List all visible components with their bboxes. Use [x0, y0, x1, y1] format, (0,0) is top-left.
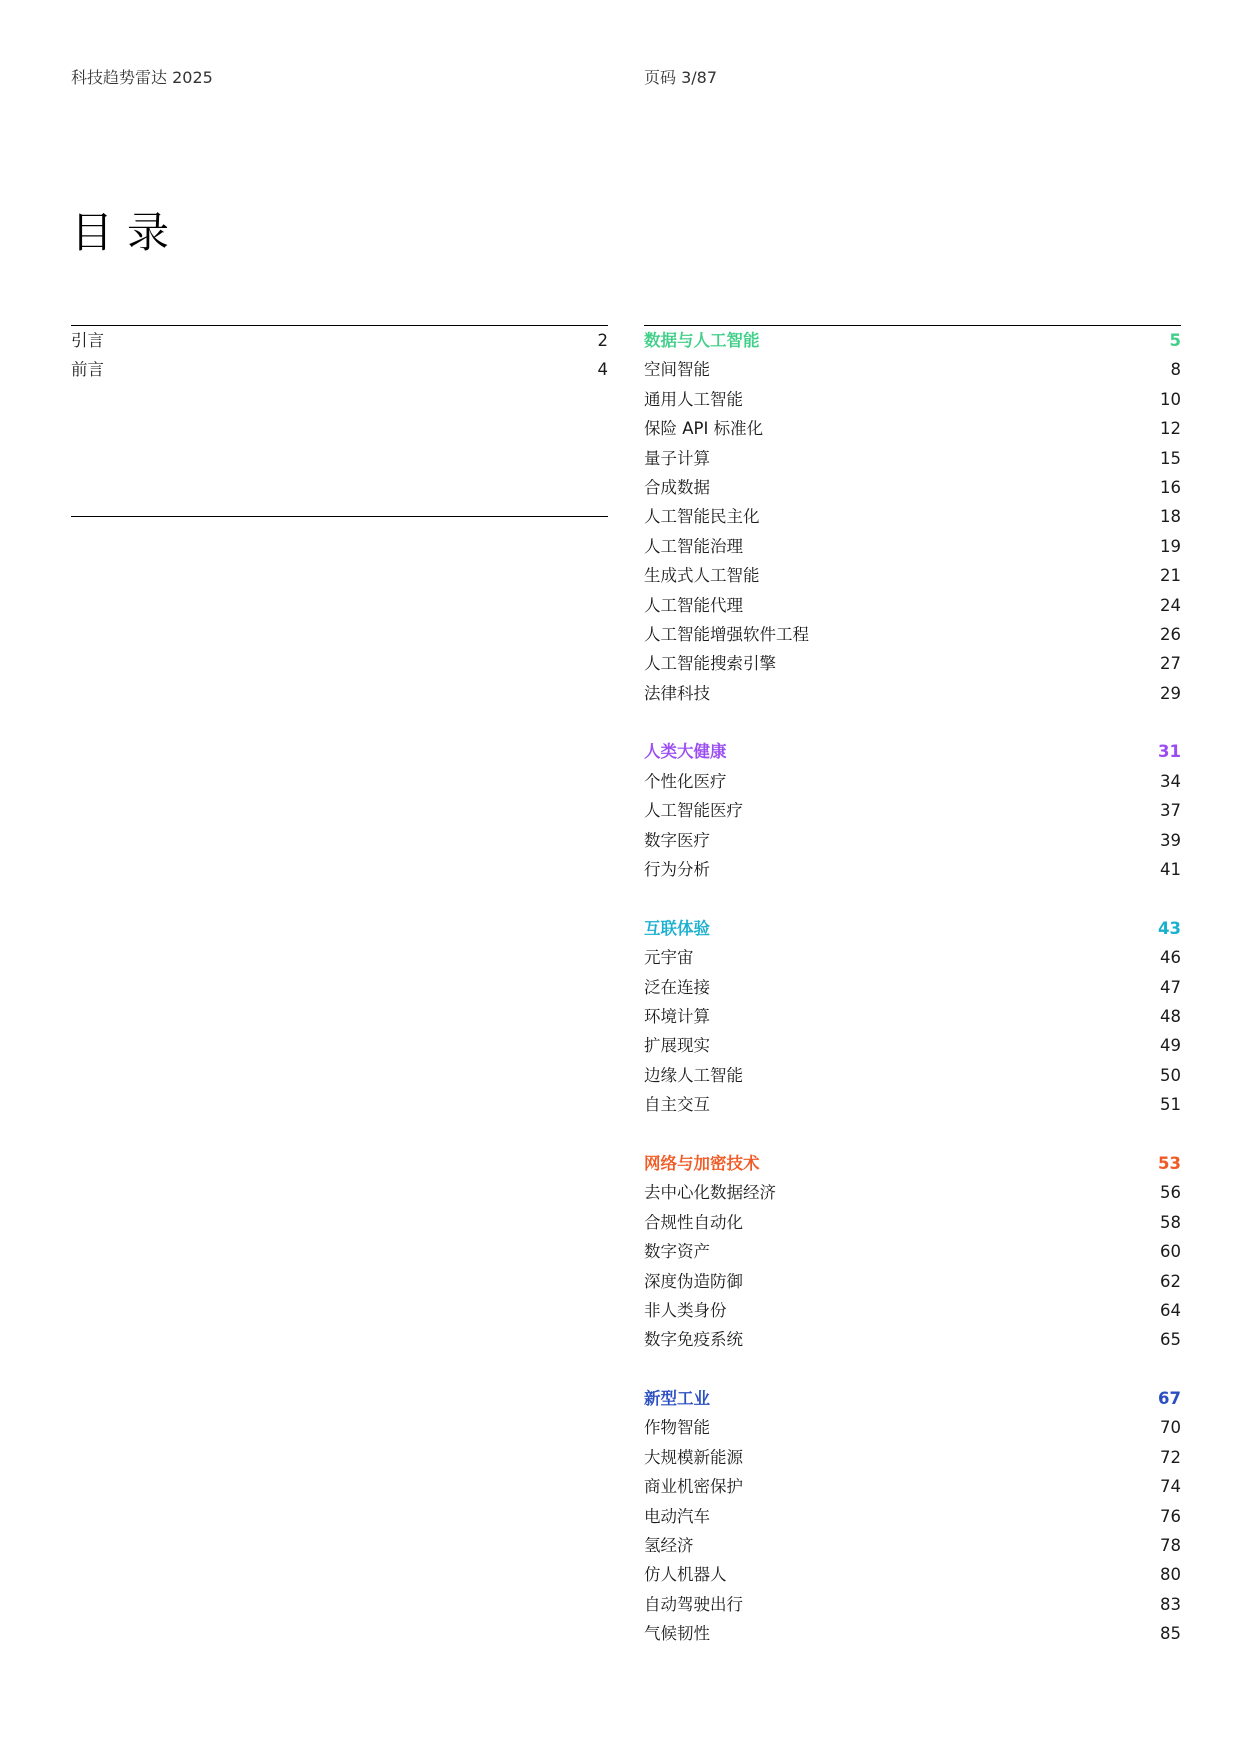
- toc-entry-page: 47: [1160, 977, 1181, 997]
- toc-entry-label: 引言: [71, 331, 104, 350]
- toc-entry[interactable]: [644, 1443, 1181, 1472]
- toc-entry[interactable]: [644, 1061, 1181, 1090]
- toc-entry-label: 泛在连接: [644, 977, 710, 997]
- toc-entry-page: 51: [1160, 1095, 1181, 1115]
- toc-entry[interactable]: [644, 1031, 1181, 1060]
- toc-entry[interactable]: [644, 1590, 1181, 1619]
- toc-entry-page: 37: [1160, 801, 1181, 821]
- section-heading-page: 43: [1158, 918, 1181, 938]
- toc-entry[interactable]: [644, 620, 1181, 649]
- toc-entry-label: 数字免疫系统: [644, 1330, 743, 1350]
- toc-entry-label: 通用人工智能: [644, 389, 743, 409]
- section-spacer: [644, 1120, 1181, 1149]
- toc-entry-label: 生成式人工智能: [644, 566, 760, 586]
- toc-entry-label: 个性化医疗: [644, 771, 727, 791]
- toc-entry[interactable]: [644, 1560, 1181, 1589]
- toc-entry[interactable]: [644, 444, 1181, 473]
- toc-entry[interactable]: [644, 1325, 1181, 1354]
- toc-entry-label: 气候韧性: [644, 1624, 710, 1644]
- toc-entry-page: 27: [1160, 654, 1181, 674]
- toc-entry-label: 行为分析: [644, 860, 710, 880]
- section-spacer: [644, 1355, 1181, 1384]
- toc-entry-label: 元宇宙: [644, 948, 694, 968]
- toc-entry-label: 非人类身份: [644, 1300, 727, 1320]
- toc-entry-page: 83: [1160, 1594, 1181, 1614]
- toc-entry-page: 19: [1160, 536, 1181, 556]
- toc-entry[interactable]: [644, 1502, 1181, 1531]
- toc-entry-page: 12: [1160, 419, 1181, 439]
- toc-entry-page: 80: [1160, 1565, 1181, 1585]
- section-heading[interactable]: [644, 1149, 1181, 1178]
- page-number: 页码 3/87: [644, 68, 718, 87]
- toc-entry[interactable]: [644, 943, 1181, 972]
- toc-entry-label: 人工智能民主化: [644, 507, 760, 527]
- toc-entry-page: 34: [1160, 771, 1181, 791]
- toc-entry[interactable]: [71, 355, 608, 384]
- toc-entry[interactable]: [644, 679, 1181, 708]
- toc-entry-page: 39: [1160, 830, 1181, 850]
- sections-list: [644, 325, 1181, 1649]
- toc-entry[interactable]: [644, 532, 1181, 561]
- toc-entry[interactable]: [644, 355, 1181, 384]
- toc-entry[interactable]: [644, 1619, 1181, 1648]
- toc-entry-label: 数字资产: [644, 1242, 710, 1262]
- toc-entry[interactable]: [644, 1002, 1181, 1031]
- toc-entry-label: 保险 API 标准化: [644, 419, 764, 439]
- toc-entry-label: 人工智能治理: [644, 536, 743, 556]
- toc-entry[interactable]: [644, 1208, 1181, 1237]
- toc-entry-page: 29: [1160, 683, 1181, 703]
- toc-entry[interactable]: [644, 796, 1181, 825]
- toc-entry-label: 大规模新能源: [644, 1447, 743, 1467]
- toc-entry-label: 空间智能: [644, 360, 710, 380]
- toc-entry-label: 自动驾驶出行: [644, 1594, 743, 1614]
- front-matter-list: [71, 325, 608, 517]
- toc-entry-page: 78: [1160, 1536, 1181, 1556]
- toc-entry-label: 作物智能: [644, 1418, 710, 1438]
- section-heading[interactable]: [644, 737, 1181, 766]
- toc-entry-label: 数字医疗: [644, 830, 710, 850]
- toc-entry-page: 26: [1160, 624, 1181, 644]
- toc-entry-page: 10: [1160, 389, 1181, 409]
- toc-entry[interactable]: [644, 1090, 1181, 1119]
- toc-entry-page: 74: [1160, 1477, 1181, 1497]
- toc-entry-label: 前言: [71, 360, 104, 380]
- section-heading[interactable]: [644, 326, 1181, 355]
- toc-entry-label: 环境计算: [644, 1006, 710, 1026]
- section-heading-label: 新型工业: [644, 1389, 710, 1409]
- toc-entry-page: 15: [1160, 448, 1181, 468]
- toc-entry-page: 72: [1160, 1447, 1181, 1467]
- toc-entry-page: 50: [1160, 1065, 1181, 1085]
- toc-entry-page: 85: [1160, 1624, 1181, 1644]
- toc-entry[interactable]: [644, 855, 1181, 884]
- toc-entry-label: 量子计算: [644, 448, 710, 468]
- toc-entry-label: 氢经济: [644, 1536, 694, 1556]
- toc-entry-label: 去中心化数据经济: [644, 1183, 776, 1203]
- section-spacer: [644, 884, 1181, 913]
- toc-entry-label: 人工智能搜索引擎: [644, 654, 776, 674]
- section-heading-label: 网络与加密技术: [644, 1153, 760, 1173]
- toc-entry-label: 人工智能增强软件工程: [644, 624, 809, 644]
- toc-entry-label: 电动汽车: [644, 1506, 710, 1526]
- toc-entry-label: 扩展现实: [644, 1036, 710, 1056]
- toc-entry[interactable]: [644, 414, 1181, 443]
- toc-entry-label: 人工智能医疗: [644, 801, 743, 821]
- document-title: 科技趋势雷达 2025: [71, 68, 213, 87]
- toc-entry-label: 法律科技: [644, 683, 710, 703]
- toc-entry[interactable]: [644, 826, 1181, 855]
- toc-entry-page: 46: [1160, 948, 1181, 968]
- toc-entry-page: 48: [1160, 1006, 1181, 1026]
- toc-entry-label: 边缘人工智能: [644, 1065, 743, 1085]
- toc-entry[interactable]: [644, 973, 1181, 1002]
- section-heading-label: 互联体验: [644, 918, 710, 938]
- toc-entry-page: 56: [1160, 1183, 1181, 1203]
- toc-entry[interactable]: [644, 767, 1181, 796]
- toc-entry-page: 60: [1160, 1242, 1181, 1262]
- toc-entry[interactable]: [644, 1413, 1181, 1442]
- toc-entry[interactable]: [644, 1531, 1181, 1560]
- page-title: 目录: [71, 208, 184, 257]
- toc-entry[interactable]: [644, 1237, 1181, 1266]
- toc-entry-page: 64: [1160, 1300, 1181, 1320]
- toc-entry-page: 58: [1160, 1212, 1181, 1232]
- toc-entry-page: 18: [1160, 507, 1181, 527]
- toc-entry-label: 自主交互: [644, 1095, 710, 1115]
- toc-entry[interactable]: [644, 1296, 1181, 1325]
- toc-entry-label: 商业机密保护: [644, 1477, 743, 1497]
- toc-entry-page: 2: [597, 331, 608, 350]
- toc-entry-page: 65: [1160, 1330, 1181, 1350]
- toc-entry-page: 4: [597, 360, 608, 380]
- toc-entry-label: 合成数据: [644, 477, 710, 497]
- toc-entry[interactable]: [644, 385, 1181, 414]
- toc-entry[interactable]: [644, 1267, 1181, 1296]
- toc-entry[interactable]: [644, 473, 1181, 502]
- toc-entry-label: 深度伪造防御: [644, 1271, 743, 1291]
- toc-entry-page: 62: [1160, 1271, 1181, 1291]
- toc-entry[interactable]: [644, 502, 1181, 531]
- section-spacer: [644, 708, 1181, 737]
- section-heading-label: 数据与人工智能: [644, 331, 760, 350]
- toc-entry-label: 合规性自动化: [644, 1212, 743, 1232]
- toc-entry[interactable]: [644, 1178, 1181, 1207]
- section-heading-page: 67: [1158, 1389, 1181, 1409]
- toc-entry-page: 49: [1160, 1036, 1181, 1056]
- toc-entry-page: 41: [1160, 860, 1181, 880]
- toc-entry-label: 人工智能代理: [644, 595, 743, 615]
- toc-entry-page: 16: [1160, 477, 1181, 497]
- toc-entry-page: 76: [1160, 1506, 1181, 1526]
- toc-entry[interactable]: [644, 1472, 1181, 1501]
- section-heading-page: 31: [1158, 742, 1181, 762]
- toc-entry[interactable]: [644, 649, 1181, 678]
- section-heading[interactable]: [644, 914, 1181, 943]
- section-heading[interactable]: [644, 1384, 1181, 1413]
- toc-entry-label: 仿人机器人: [644, 1565, 727, 1585]
- toc-entry[interactable]: [644, 591, 1181, 620]
- toc-entry-page: 21: [1160, 566, 1181, 586]
- section-heading-page: 5: [1169, 331, 1181, 350]
- toc-entry-page: 24: [1160, 595, 1181, 615]
- toc-entry[interactable]: [644, 561, 1181, 590]
- section-heading-label: 人类大健康: [644, 742, 727, 762]
- toc-entry-page: 8: [1170, 360, 1181, 380]
- toc-entry[interactable]: [71, 326, 608, 355]
- toc-entry-page: 70: [1160, 1418, 1181, 1438]
- section-heading-page: 53: [1158, 1153, 1181, 1173]
